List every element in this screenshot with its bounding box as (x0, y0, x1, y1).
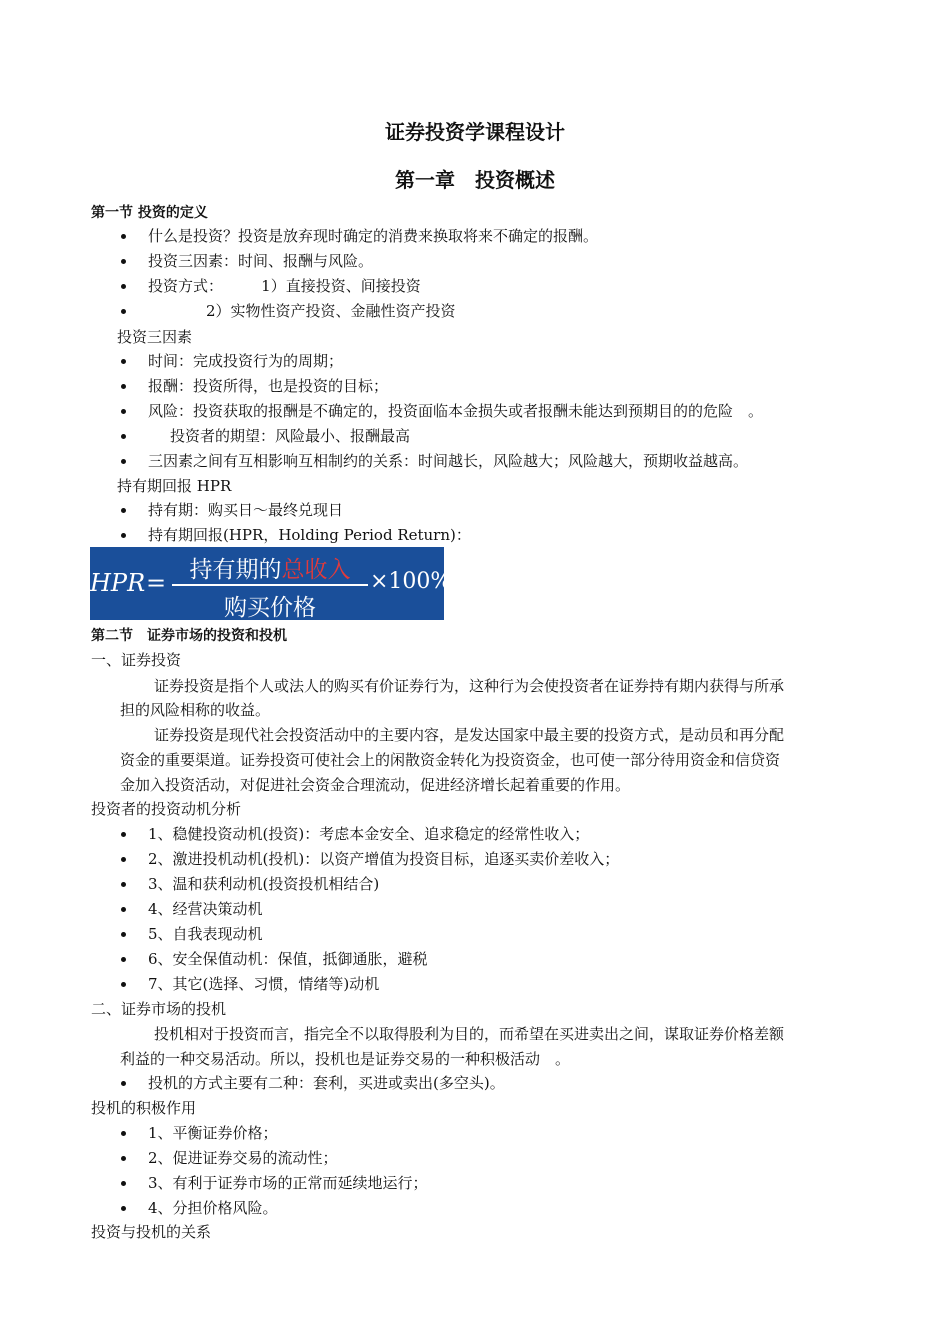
list-item: 1、稳健投资动机(投资)：考虑本金安全、追求稳定的经常性收入； (148, 825, 590, 843)
paragraph-label: 投机的积极作用 (91, 1099, 197, 1117)
bullet-icon (118, 351, 128, 371)
list-item: 2、激进投机动机(投机)：以资产增值为投资目标，追逐买卖价差收入； (148, 850, 620, 868)
subsection-heading: 一、证券投资 (91, 651, 182, 669)
bullet-text: 风险：投资获取的报酬是不确定的，投资面临本金损失或者报酬未能达到预期目的的危险 。 (148, 402, 764, 420)
bullet-text: 投资三因素：时间、报酬与风险。 (148, 252, 374, 270)
list-item: 3、有利于证券市场的正常而延续地运行； (148, 1174, 428, 1192)
bullet-icon (118, 1148, 128, 1168)
bullet-icon (118, 426, 128, 446)
subsection-heading: 二、证券市场的投机 (91, 1000, 227, 1018)
bullet-icon (118, 824, 128, 844)
bullet-icon (118, 500, 128, 520)
paragraph-line: 资金的重要渠道。证券投资可使社会上的闲散资金转化为投资资金，也可使一部分待用资金和信贷资 (120, 751, 781, 769)
formula-numerator (172, 551, 368, 584)
formula-denominator: 购买价格 (224, 595, 316, 621)
paragraph-line: 投机相对于投资而言，指完全不以取得股利为目的，而希望在买进卖出之间，谋取证券价格差额 (154, 1025, 785, 1043)
bullet-icon (118, 226, 128, 246)
bullet-icon (118, 849, 128, 869)
bullet-text: 时间：完成投资行为的周期； (148, 352, 344, 370)
bullet-icon (118, 874, 128, 894)
chapter-title: 第一章 投资概述 (395, 168, 555, 192)
bullet-icon (118, 401, 128, 421)
section-1-heading: 第一节 投资的定义 (91, 205, 208, 221)
bullet-text: 持有期回报(HPR，Holding Period Return)： (148, 526, 471, 544)
bullet-text: 2）实物性资产投资、金融性资产投资 (206, 302, 456, 320)
bullet-icon (118, 1173, 128, 1193)
section-2-heading: 第二节 证券市场的投资和投机 (91, 628, 287, 644)
paragraph-line: 金加入投资活动，对促进社会资金合理流动，促进经济增长起着重要的作用。 (120, 776, 631, 794)
bullet-text: 投资者的期望：风险最小、报酬最高 (170, 427, 411, 445)
bullet-text: 什么是投资？投资是放弃现时确定的消费来换取将来不确定的报酬。 (148, 227, 599, 245)
bullet-icon (118, 251, 128, 271)
bullet-icon (118, 301, 128, 321)
list-item: 5、自我表现动机 (148, 925, 263, 943)
bullet-icon (118, 949, 128, 969)
bullet-icon (118, 376, 128, 396)
formula-numerator-a: 持有期的 (189, 557, 282, 583)
bullet-icon (118, 899, 128, 919)
bullet-text: 三因素之间有互相影响互相制约的关系：时间越长，风险越大；风险越大，预期收益越高。 (148, 452, 749, 470)
list-item: 1、平衡证券价格； (148, 1124, 278, 1142)
list-item: 3、温和获利动机(投资投机相结合) (148, 875, 380, 893)
bullet-icon (118, 1198, 128, 1218)
bullet-text: 投资方式： 1）直接投资、间接投资 (148, 277, 421, 295)
paragraph-line: 利益的一种交易活动。所以，投机也是证券交易的一种积极活动 。 (120, 1050, 571, 1068)
bullet-icon (118, 525, 128, 545)
fraction-bar (172, 584, 368, 586)
list-item: 2、促进证券交易的流动性； (148, 1149, 338, 1167)
paragraph-label: 投资与投机的关系 (91, 1223, 212, 1241)
bullet-text: 报酬：投资所得，也是投资的目标； (148, 377, 389, 395)
paragraph-label: 持有期回报 HPR (117, 477, 232, 495)
list-item: 6、安全保值动机：保值，抵御通胀，避税 (148, 950, 428, 968)
bullet-icon (118, 276, 128, 296)
bullet-icon (118, 451, 128, 471)
paragraph-line: 证券投资是指个人或法人的购买有价证券行为，这种行为会使投资者在证券持有期内获得与所承 (154, 677, 785, 695)
formula-numerator-b: 总收入 (281, 557, 351, 583)
paragraph-line: 担的风险相称的收益。 (120, 701, 271, 719)
list-item: 4、经营决策动机 (148, 900, 263, 918)
paragraph-line: 证券投资是现代社会投资活动中的主要内容，是发达国家中最主要的投资方式，是动员和再分配 (154, 726, 785, 744)
bullet-icon (118, 1123, 128, 1143)
paragraph-label: 投资三因素 (117, 328, 193, 346)
formula-lhs: HPR (90, 569, 146, 597)
formula-multiplier: ×100% (370, 569, 452, 594)
bullet-icon (118, 924, 128, 944)
bullet-icon (118, 1073, 128, 1093)
bullet-text: 持有期：购买日～最终兑现日 (148, 501, 344, 519)
list-item: 7、其它(选择、习惯，情绪等)动机 (148, 975, 380, 993)
list-item: 4、分担价格风险。 (148, 1199, 278, 1217)
bullet-icon (118, 974, 128, 994)
hpr-formula (90, 547, 452, 621)
document-title: 证券投资学课程设计 (385, 120, 565, 144)
bullet-text: 投机的方式主要有二种：套利，买进或卖出(多空头)。 (148, 1074, 505, 1092)
paragraph-label: 投资者的投资动机分析 (91, 800, 242, 818)
formula-equals: = (146, 569, 167, 597)
